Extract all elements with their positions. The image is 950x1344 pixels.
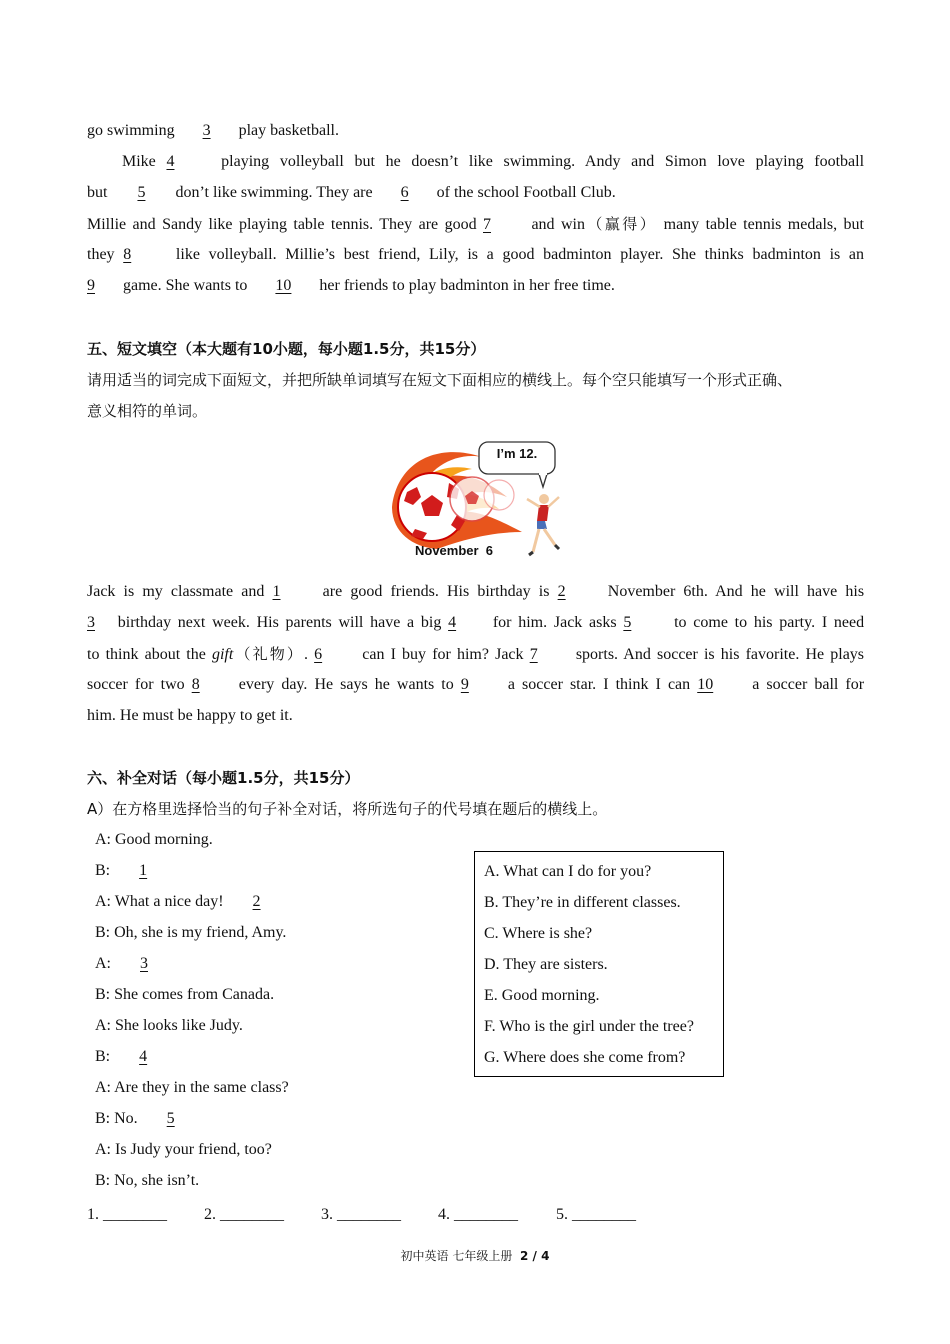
section5-line-1: Jack is my classmate and 1 are good friends. His birthday is 2 November 6th. And he will have his — [87, 583, 865, 600]
passage4-line-2: Mike 4 playing volleyball but he doesn’t like swimming. Andy and Simon love playing football — [122, 153, 865, 170]
footer-title: 初中英语 七年级上册 — [400, 1249, 513, 1263]
soccer-illustration — [387, 437, 567, 565]
dialogue-line: B: 4 — [95, 1047, 164, 1067]
section5-line-2: 3 birthday next week. His parents will have a big 4 for him. Jack asks 5 to come to his party. I need — [87, 614, 865, 631]
section5-line-4: soccer for two 8 every day. He says he wants to 9 a soccer star. I think I can 10 a soccer ball for — [87, 676, 865, 693]
option-b: B. They’re in different classes. — [484, 894, 681, 911]
blank-1: 1 — [272, 583, 281, 600]
passage4-line-3: but 5 don’t like swimming. They are 6 of the school Football Club. — [87, 184, 616, 201]
answer-slot-4[interactable]: 4. ________ — [438, 1206, 518, 1223]
blank-6: 6 — [400, 184, 409, 201]
option-f: F. Who is the girl under the tree? — [484, 1018, 694, 1035]
dialogue-line: B: No. 5 — [95, 1109, 192, 1129]
dialogue-blank-4: 4 — [139, 1048, 148, 1065]
speech-bubble-text: I’m 12. — [496, 446, 538, 461]
blank-10: 10 — [275, 277, 292, 294]
dialogue-blank-2: 2 — [252, 893, 261, 910]
option-c: C. Where is she? — [484, 925, 593, 942]
option-d: D. They are sisters. — [484, 956, 608, 973]
dialogue-line: A: Is Judy your friend, too? — [95, 1141, 272, 1158]
blank-8: 8 — [123, 246, 132, 263]
blank-3: 3 — [87, 614, 95, 631]
section6-instruction: A）在方格里选择恰当的句子补全对话，将所选句子的代号填在题后的横线上。 — [87, 800, 608, 818]
section6-heading: 六、补全对话（每小题1.5分，共15分） — [87, 769, 360, 787]
passage4-line-6: 9 game. She wants to 10 her friends to play badminton in her free time. — [87, 277, 615, 294]
answer-slot-3[interactable]: 3. ________ — [321, 1206, 401, 1223]
section5-instruction-1: 请用适当的词完成下面短文，并把所缺单词填写在短文下面相应的横线上。每个空只能填写一个形式正确、 — [87, 371, 793, 389]
section5-instruction-2: 意义相符的单词。 — [87, 402, 208, 420]
date-caption: November 6 — [415, 543, 494, 558]
dialogue-line: B: Oh, she is my friend, Amy. — [95, 924, 287, 941]
option-g: G. Where does she come from? — [484, 1049, 686, 1066]
section5-line-3: to think about the gift（礼物）. 6 can I buy for him? Jack 7 sports. And soccer is his favorite. He plays — [87, 645, 865, 663]
page-footer — [0, 1247, 950, 1264]
blank-7: 7 — [529, 646, 538, 663]
passage4-line-1: go swimming 3 play basketball. — [87, 122, 339, 139]
passage4-line-4: Millie and Sandy like playing table tennis. They are good 7 and win（赢得） many table tennis medals, but — [87, 215, 864, 233]
blank-9: 9 — [460, 676, 469, 693]
dialogue-blank-5: 5 — [166, 1110, 175, 1127]
blank-4: 4 — [448, 614, 457, 631]
dialogue-blank-1: 1 — [139, 862, 148, 879]
blank-9: 9 — [87, 277, 95, 294]
dialogue-line: A: What a nice day! 2 — [95, 892, 278, 912]
blank-8: 8 — [191, 676, 200, 693]
section5-line-5: him. He must be happy to get it. — [87, 707, 293, 724]
passage4-line-5: they 8 like volleyball. Millie’s best friend, Lily, is a good badminton player. She thinks badminton is an — [87, 246, 865, 263]
blank-6: 6 — [314, 646, 323, 663]
blank-2: 2 — [557, 583, 566, 600]
options-box — [474, 851, 724, 1077]
option-e: E. Good morning. — [484, 987, 600, 1004]
dialogue-blank-3: 3 — [140, 955, 148, 972]
blank-7: 7 — [483, 216, 491, 233]
dialogue-line: A: Good morning. — [95, 831, 213, 848]
answer-slot-2[interactable]: 2. ________ — [204, 1206, 284, 1223]
blank-5: 5 — [623, 614, 632, 631]
dialogue-line: A: 3 — [95, 954, 165, 974]
blank-10: 10 — [697, 676, 714, 693]
blank-5: 5 — [137, 184, 146, 201]
section5-heading: 五、短文填空（本大题有10小题，每小题1.5分，共15分） — [87, 340, 486, 358]
blank-3: 3 — [202, 122, 211, 139]
option-a: A. What can I do for you? — [484, 863, 652, 880]
dialogue-line: B: No, she isn’t. — [95, 1172, 200, 1189]
page-number: 2 / 4 — [520, 1249, 550, 1263]
dialogue-line: A: Are they in the same class? — [95, 1079, 289, 1096]
answer-slot-5[interactable]: 5. ________ — [556, 1206, 636, 1223]
answer-slot-1[interactable]: 1. ________ — [87, 1206, 167, 1223]
blank-4: 4 — [166, 153, 175, 170]
dialogue-line: B: 1 — [95, 861, 164, 881]
dialogue-line: A: She looks like Judy. — [95, 1017, 243, 1034]
dialogue-line: B: She comes from Canada. — [95, 986, 275, 1003]
